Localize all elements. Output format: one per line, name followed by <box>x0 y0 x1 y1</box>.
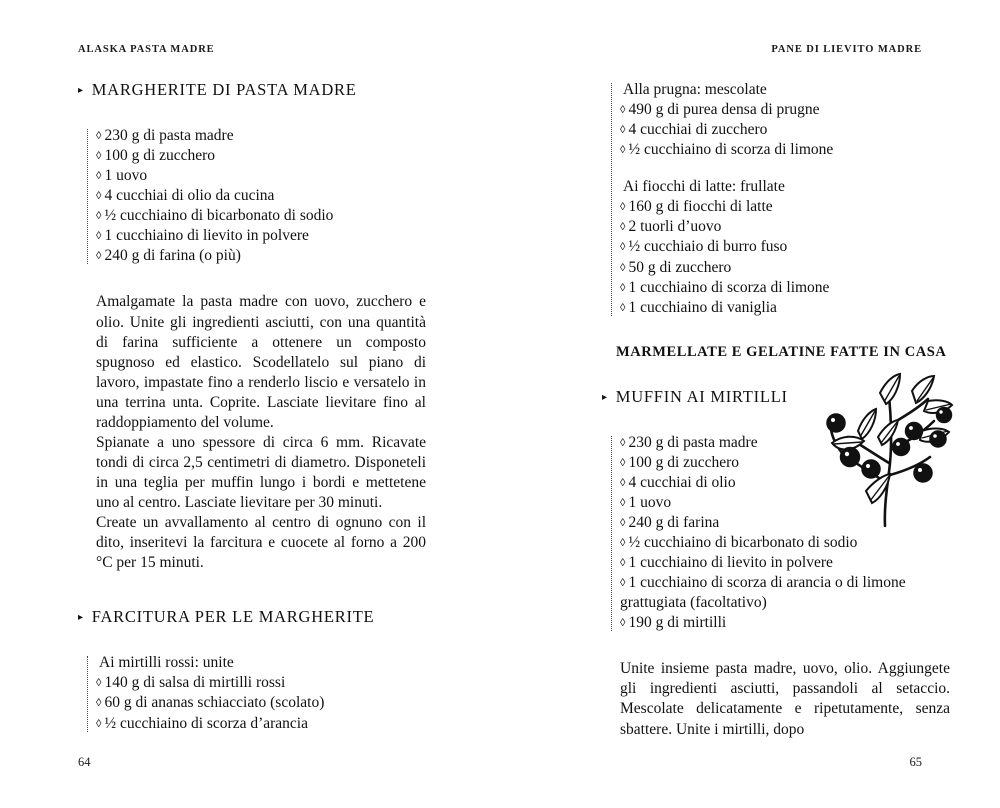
diamond-bullet-icon: ◊ <box>620 261 626 274</box>
diamond-bullet-icon: ◊ <box>620 436 626 449</box>
diamond-bullet-icon: ◊ <box>96 170 102 183</box>
paragraph: Unite insieme pasta madre, uovo, olio. Aggiungete gli ingredienti asciutti, passandoli al setaccio. Mescolate delicatamente e ripetutamente, senza sbattere. Unite i mirtilli, dopo <box>620 660 950 738</box>
diamond-bullet-icon: ◊ <box>620 301 626 314</box>
diamond-bullet-icon: ◊ <box>620 496 626 509</box>
diamond-bullet-icon: ◊ <box>96 250 102 263</box>
spacer <box>602 633 950 659</box>
ingredient-item: ◊ 100 g di zucchero <box>620 453 740 471</box>
diamond-bullet-icon: ◊ <box>96 190 102 203</box>
right-column <box>602 80 950 740</box>
diamond-bullet-icon: ◊ <box>620 104 626 117</box>
ingredient-item: ◊ 1 cucchiaino di vaniglia <box>620 298 777 316</box>
ingredient-item: ◊ ½ cucchiaio di burro fuso <box>620 238 788 256</box>
ingredient-item: ◊ 140 g di salsa di mirtilli rossi <box>96 674 286 692</box>
diamond-bullet-icon: ◊ <box>620 537 626 549</box>
ingredient-item: ◊ 190 g di mirtilli <box>620 614 727 632</box>
ingredient-item: ◊ 490 g di purea densa di prugne <box>620 101 820 119</box>
ingredient-item: ◊ 60 g di ananas schiacciato (scolato) <box>96 694 325 712</box>
ingredient-item: ◊ ½ cucchiaino di bicarbonato di sodio <box>96 207 334 225</box>
diamond-bullet-icon: ◊ <box>620 557 626 570</box>
ingredient-item: ◊ 4 cucchiai di zucchero <box>620 121 768 139</box>
diamond-bullet-icon: ◊ <box>620 124 626 137</box>
ingredient-item: ◊ 4 cucchiai di olio <box>620 473 736 491</box>
paragraph: Spianate a uno spessore di circa 6 mm. Ricavate tondi di circa 2,5 centimetri di diametro. Disponeteli in una teglia per muffin lungo i bordi e mettetene uno al centro. Lasciate lievitare per 30 minuti. <box>96 433 426 512</box>
spacer <box>78 573 426 607</box>
ingredient-item: ◊ ½ cucchiaino di scorza di limone <box>620 141 834 159</box>
diamond-bullet-icon: ◊ <box>96 677 102 690</box>
ingredient-item: ◊ 2 tuorli d’uovo <box>620 218 722 236</box>
left-column <box>78 80 426 734</box>
ingredient-item: ◊ 1 cucchiaino di lievito in polvere <box>620 554 833 572</box>
filling-label: Ai fiocchi di latte: frullate <box>623 178 785 196</box>
diamond-bullet-icon: ◊ <box>620 476 626 489</box>
ingredient-item: ◊ 1 uovo <box>620 493 672 511</box>
filling-label: Ai mirtilli rossi: unite <box>99 654 234 672</box>
ingredient-item: ◊ 50 g di zucchero <box>620 258 732 276</box>
triangle-bullet-icon: ▸ <box>602 391 608 403</box>
ingredient-item: ◊ 100 g di zucchero <box>96 147 216 165</box>
heading-muffin-ai-mirtilli: ▸ MUFFIN AI MIRTILLI <box>602 386 788 406</box>
triangle-bullet-icon: ▸ <box>78 612 84 624</box>
diamond-bullet-icon: ◊ <box>96 210 102 223</box>
diamond-bullet-icon: ◊ <box>96 717 102 730</box>
instructions-margherite <box>78 292 426 573</box>
page-number-recto: 65 <box>909 755 922 769</box>
ingredient-item: ◊ 230 g di pasta madre <box>620 433 758 451</box>
ingredient-item: ◊ 160 g di fiocchi di latte <box>620 198 773 216</box>
diamond-bullet-icon: ◊ <box>96 150 102 163</box>
diamond-bullet-icon: ◊ <box>620 456 626 469</box>
spacer <box>602 361 950 387</box>
heading-farcitura-per-le-margherite: ▸ FARCITURA PER LE MARGHERITE <box>78 607 375 627</box>
instructions-muffin <box>602 659 950 739</box>
diamond-bullet-icon: ◊ <box>96 130 102 142</box>
ingredient-item: ◊ 240 g di farina <box>620 513 720 531</box>
spacer <box>602 318 950 344</box>
ingredient-item: ◊ ½ cucchiaino di scorza d’arancia <box>96 714 308 732</box>
filling-list-mirtilli-rossi <box>78 653 426 733</box>
diamond-bullet-icon: ◊ <box>620 281 626 294</box>
ingredient-item: ◊ 230 g di pasta madre <box>96 127 234 144</box>
ingredient-list-muffin <box>602 433 950 634</box>
paragraph: Amalgamate la pasta madre con uovo, zucchero e olio. Unite gli ingredienti asciutti, con una quantità di farina sufficiente a ottenere un composto spugnoso ed elastico. Scodellatelo sul piano di lavoro, impastate fino a renderlo liscio e versatelo in una terrina unta. Coprite. Lasciate lievitare fino al raddoppiamento del volume. <box>96 293 426 431</box>
ingredient-item: ◊ 1 uovo <box>96 167 148 185</box>
paragraph: Create un avvallamento al centro di ognuno con il dito, inseritevi la farcitura e cuocete al forno a 200 °C per 15 minuti. <box>96 514 426 572</box>
diamond-bullet-icon: ◊ <box>96 697 102 710</box>
diamond-bullet-icon: ◊ <box>620 221 626 234</box>
ingredient-list-margherite <box>78 126 426 266</box>
diamond-bullet-icon: ◊ <box>96 230 102 243</box>
filling-label: Alla prugna: mescolate <box>623 81 767 98</box>
ingredient-item: ◊ 1 cucchiaino di lievito in polvere <box>96 227 309 245</box>
running-head-recto: PANE DI LIEVITO MADRE <box>771 44 922 55</box>
ingredient-item: ◊ 4 cucchiai di olio da cucina <box>96 187 275 205</box>
page-number-verso: 64 <box>78 755 91 769</box>
spacer <box>78 107 426 126</box>
diamond-bullet-icon: ◊ <box>620 144 626 157</box>
diamond-bullet-icon: ◊ <box>620 241 626 254</box>
filling-list-prugna <box>602 80 950 318</box>
spacer <box>620 160 950 177</box>
diamond-bullet-icon: ◊ <box>620 617 626 630</box>
heading-margherite-di-pasta-madre: ▸ MARGHERITE DI PASTA MADRE <box>78 80 357 99</box>
ingredient-item: ◊ ½ cucchiaino di bicarbonato di sodio <box>620 534 858 551</box>
section-title-marmellate-wrap <box>602 344 950 361</box>
spacer <box>602 414 950 433</box>
diamond-bullet-icon: ◊ <box>620 516 626 529</box>
section-title-marmellate: MARMELLATE E GELATINE FATTE IN CASA <box>616 343 947 360</box>
ingredient-item: ◊ 1 cucchiaino di scorza di arancia o di limone grattugiata (facoltativo) <box>620 574 906 612</box>
triangle-bullet-icon: ▸ <box>78 85 84 96</box>
diamond-bullet-icon: ◊ <box>620 577 626 590</box>
spacer <box>78 634 426 653</box>
running-head-verso: ALASKA PASTA MADRE <box>78 44 215 55</box>
diamond-bullet-icon: ◊ <box>620 201 626 214</box>
ingredient-item: ◊ 240 g di farina (o più) <box>96 247 241 265</box>
spacer <box>78 266 426 292</box>
ingredient-item: ◊ 1 cucchiaino di scorza di limone <box>620 278 830 296</box>
